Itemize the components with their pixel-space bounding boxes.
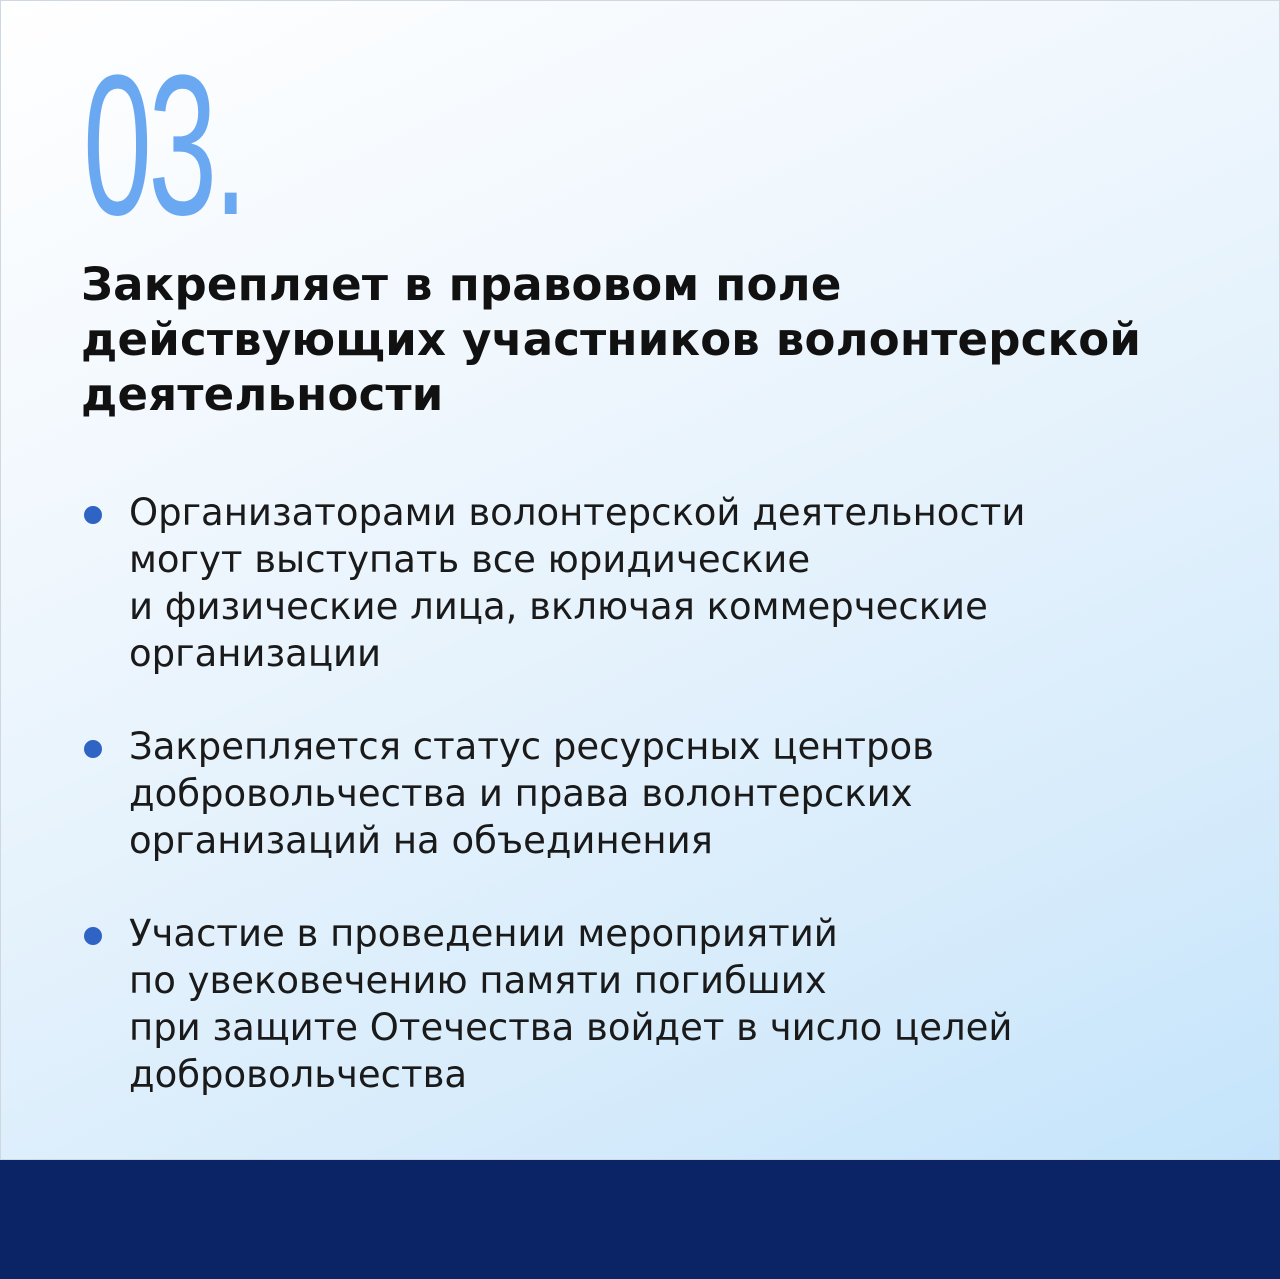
heading-line: Закрепляет в правовом поле: [81, 258, 842, 311]
bullet-item: [81, 489, 1201, 677]
heading-line: деятельности: [81, 368, 444, 421]
bullet-dot-icon: [84, 927, 102, 945]
bullet-line: Организаторами волонтерской деятельности: [129, 491, 1026, 534]
bullet-line: организаций на объединения: [129, 819, 713, 862]
bullet-line: Закрепляется статус ресурсных центров: [129, 725, 934, 768]
bullet-item: [81, 723, 1201, 864]
bullet-line: Участие в проведении мероприятий: [129, 912, 838, 955]
footer-bar: [0, 1160, 1280, 1279]
bullet-line: по увековечению памяти погибших: [129, 959, 827, 1002]
bullet-line: могут выступать все юридические: [129, 538, 811, 581]
bullet-dot-icon: [84, 740, 102, 758]
bullet-text: [129, 910, 1201, 1098]
bullet-line: добровольчества: [129, 1053, 468, 1096]
bullet-dot-icon: [84, 506, 102, 524]
bullet-text: [129, 723, 1201, 864]
bullet-line: организации: [129, 632, 382, 675]
bullet-list: [81, 489, 1201, 1144]
bullet-line: добровольчества и права волонтерских: [129, 772, 913, 815]
heading-line: действующих участников волонтерской: [81, 313, 1142, 366]
bullet-text: [129, 489, 1201, 677]
bullet-line: при защите Отечества войдет в число целей: [129, 1006, 1013, 1049]
slide-number: 03.: [83, 34, 245, 257]
bullet-line: и физические лица, включая коммерческие: [129, 585, 988, 628]
bullet-item: [81, 910, 1201, 1098]
slide-heading: [81, 257, 1241, 422]
